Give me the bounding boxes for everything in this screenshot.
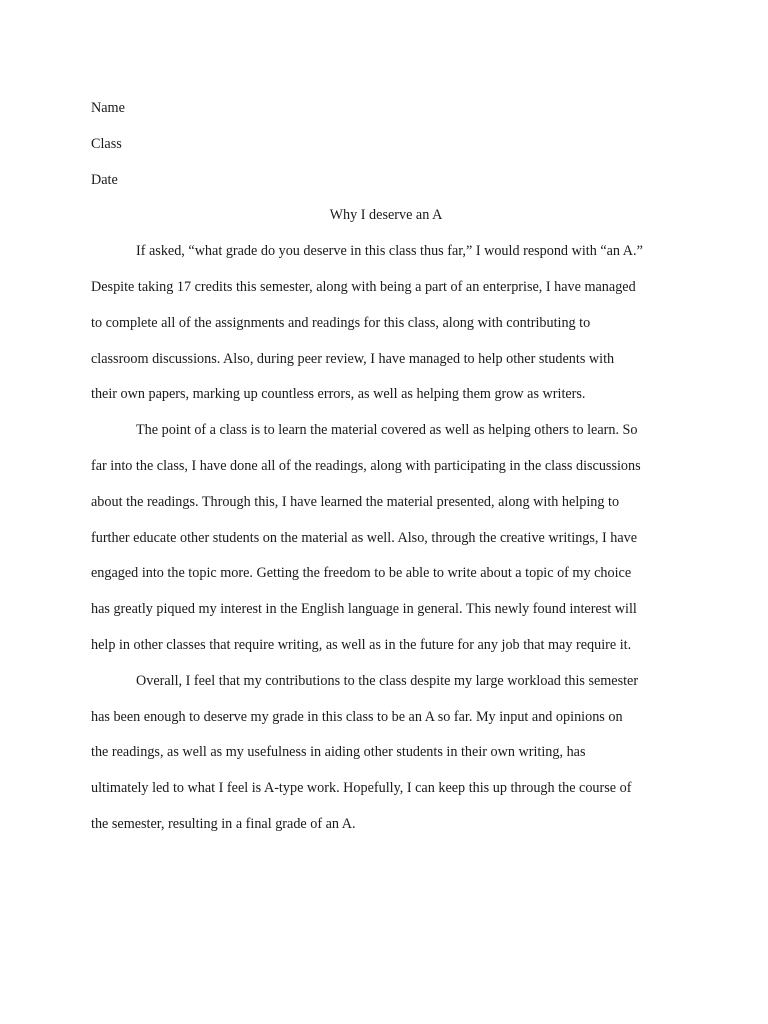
paragraph-line: about the readings. Through this, I have learned the material presented, along with helping to [91,493,620,510]
paragraph-3 [91,664,681,843]
paragraph-line: ultimately led to what I feel is A-type work. Hopefully, I can keep this up through the course of [91,780,632,797]
paragraph-line: to complete all of the assignments and readings for this class, along with contributing to [91,314,591,331]
paragraph-line: their own papers, marking up countless errors, as well as helping them grow as writers. [91,386,586,403]
document-body [91,91,681,843]
paragraph-line: engaged into the topic more. Getting the freedom to be able to write about a topic of my choice [91,565,632,582]
paragraph-line: has greatly piqued my interest in the English language in general. This newly found interest will [91,601,637,618]
paragraph-line: far into the class, I have done all of the readings, along with participating in the class discussions [91,457,641,474]
paragraph-2 [91,413,681,664]
paragraph-line: If asked, “what grade do you deserve in this class thus far,” I would respond with “an A.” [136,243,643,260]
paragraph-line: the readings, as well as my usefulness in aiding other students in their own writing, has [91,744,586,761]
header-class: Class [91,135,122,152]
paragraph-line: The point of a class is to learn the material covered as well as helping others to learn. So [136,422,638,439]
paragraph-1 [91,234,681,413]
paragraph-line: classroom discussions. Also, during peer review, I have managed to help other students with [91,350,615,367]
paragraph-line: Overall, I feel that my contributions to the class despite my large workload this semester [136,672,639,689]
header-name: Name [91,100,125,116]
paragraph-line: has been enough to deserve my grade in this class to be an A so far. My input and opinions on [91,708,623,725]
paragraph-line: the semester, resulting in a final grade of an A. [91,815,356,832]
paragraph-line: Despite taking 17 credits this semester, along with being a part of an enterprise, I have managed [91,278,636,295]
paragraph-line: help in other classes that require writing, as well as in the future for any job that may require it. [91,636,632,653]
paragraph-line: further educate other students on the material as well. Also, through the creative writings, I have [91,529,638,546]
header-date: Date [91,171,118,188]
essay-title: Why I deserve an A [329,207,443,224]
